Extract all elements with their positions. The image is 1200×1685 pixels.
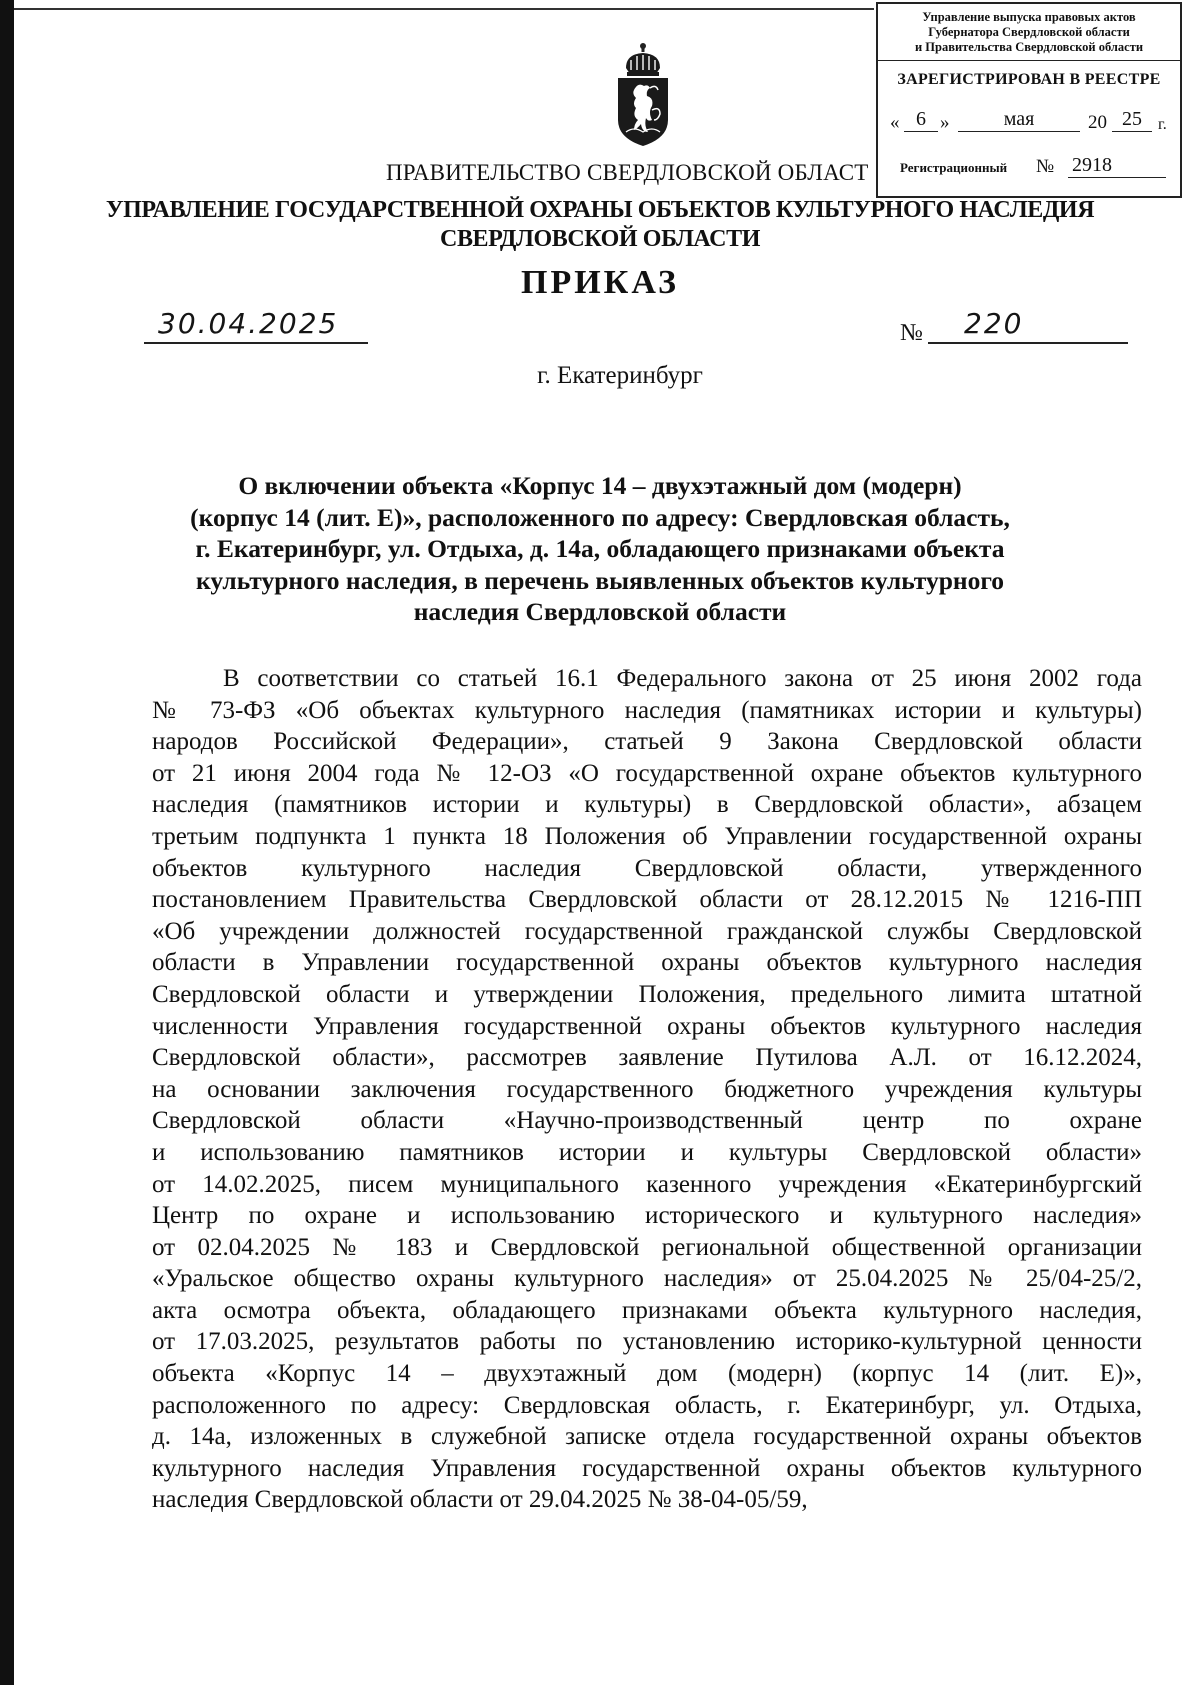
document-title-line: О включении объекта «Корпус 14 – двухэтажный дом (модерн) — [238, 471, 962, 500]
stamp-year-prefix: 20 — [1088, 112, 1107, 133]
body-line: третьим подпункта 1 пункта 18 Положения об Управлении государственной охраны — [152, 822, 1142, 850]
stamp-department — [878, 4, 1180, 61]
body-line: от 17.03.2025, результатов работы по установлению историко-культурной ценности — [152, 1328, 1142, 1356]
government-name: ПРАВИТЕЛЬСТВО СВЕРДЛОВСКОЙ ОБЛАСТ — [386, 160, 869, 185]
body-line: от 14.02.2025, писем муниципального казенного учреждения «Екатеринбургский — [152, 1170, 1142, 1198]
stamp-registration — [900, 150, 1170, 180]
city-name: г. Екатеринбург — [537, 362, 703, 389]
scan-edge-bar — [0, 0, 14, 1685]
stamp-department-line: Управление выпуска правовых актов — [922, 10, 1136, 24]
body-line: В соответствии со статьей 16.1 Федерального закона от 25 июня 2002 года — [223, 665, 1142, 692]
order-number-field — [928, 302, 1128, 344]
body-line: области в Управлении государственной охраны объектов культурного наследия — [152, 949, 1142, 977]
document-title-line: г. Екатеринбург, ул. Отдыха, д. 14а, обладающего признаками объекта — [195, 534, 1005, 564]
stamp-date-close-quote: » — [940, 112, 950, 133]
body-line: акта осмотра объекта, обладающего признаками объекта культурного наследия, — [152, 1296, 1142, 1324]
document-title-line: наследия Свердловской области — [413, 597, 787, 627]
stamp-year-suffix: 25 — [1112, 107, 1152, 132]
document-title-line: (корпус 14 (лит. Е)», расположенного по адресу: Свердловская область, — [190, 502, 1010, 532]
stamp-title: ЗАРЕГИСТРИРОВАН В РЕЕСТРЕ — [897, 71, 1161, 88]
stamp-reg-label: Регистрационный — [900, 160, 1008, 175]
department-name-line: УПРАВЛЕНИЕ ГОСУДАРСТВЕННОЙ ОХРАНЫ ОБЪЕКТОВ КУЛЬТУРНОГО НАСЛЕДИЯ — [105, 197, 1095, 223]
body-line: Центр по охране и использованию исторического и культурного наследия» — [152, 1202, 1142, 1230]
registry-stamp — [876, 2, 1182, 198]
body-line: «Об учреждении должностей государственной гражданской службы Свердловской — [152, 917, 1142, 945]
body-line: «Уральское общество охраны культурного наследия» от 25.04.2025 № 25/04-25/2, — [152, 1265, 1142, 1293]
stamp-reg-number-sign: № — [1036, 156, 1055, 177]
document-title-line: культурного наследия, в перечень выявленных объектов культурного — [195, 565, 1005, 595]
stamp-month: мая — [958, 107, 1080, 132]
stamp-department-line: и Правительства Свердловской области — [914, 40, 1144, 54]
stamp-reg-number: 2918 — [1068, 153, 1166, 178]
stamp-date — [886, 104, 1176, 134]
body-line: и использованию памятников истории и культуры Свердловской области» — [152, 1138, 1142, 1166]
body-line: численности Управления государственной охраны объектов культурного наследия — [152, 1012, 1142, 1040]
order-date-field — [144, 302, 368, 344]
order-number-handwritten: 220 — [964, 307, 1024, 340]
document-title — [150, 470, 1050, 628]
department-name — [100, 196, 1100, 254]
stamp-date-open-quote: « — [890, 112, 900, 133]
body-line: Свердловской области «Научно-производственный центр по охране — [152, 1107, 1142, 1135]
body-line: объектов культурного наследия Свердловской области, утвержденного — [152, 854, 1142, 882]
order-number-sign: № — [900, 320, 923, 346]
body-line: народов Российской Федерации», статьей 9 Закона Свердловской области — [152, 728, 1142, 756]
body-paragraph — [152, 663, 1142, 1516]
coat-of-arms-icon — [614, 40, 672, 148]
stamp-department-line: Губернатора Свердловской области — [928, 25, 1130, 39]
body-line: культурного наследия Управления государственной охраны объектов культурного — [152, 1454, 1142, 1482]
body-line: Свердловской области», рассмотрев заявление Путилова А.Л. от 16.12.2024, — [152, 1044, 1142, 1072]
department-name-line: СВЕРДЛОВСКОЙ ОБЛАСТИ — [440, 226, 760, 252]
body-line: постановлением Правительства Свердловской области от 28.12.2015 № 1216-ПП — [152, 886, 1142, 914]
body-line: № 73-ФЗ «Об объектах культурного наследия (памятниках истории и культуры) — [152, 696, 1142, 724]
body-line: расположенного по адресу: Свердловская область, г. Екатеринбург, ул. Отдыха, — [152, 1391, 1142, 1419]
body-line: наследия (памятников истории и культуры) в Свердловской области», абзацем — [152, 791, 1142, 819]
body-line: объекта «Корпус 14 – двухэтажный дом (модерн) (корпус 14 (лит. Е)», — [152, 1360, 1142, 1388]
body-line: от 21 июня 2004 года № 12-ОЗ «О государственной охране объектов культурного — [152, 759, 1142, 787]
body-line: д. 14а, изложенных в служебной записке отдела государственной охраны объектов — [152, 1423, 1142, 1451]
body-line: на основании заключения государственного бюджетного учреждения культуры — [152, 1075, 1142, 1103]
stamp-day: 6 — [904, 107, 938, 132]
body-line: от 02.04.2025 № 183 и Свердловской региональной общественной организации — [152, 1233, 1142, 1261]
scan-top-rule — [14, 8, 874, 10]
document-type: ПРИКАЗ — [521, 264, 679, 301]
stamp-year-unit: г. — [1158, 116, 1167, 133]
order-date-handwritten: 30.04.2025 — [158, 307, 339, 340]
body-line: Свердловской области и утверждении Положения, предельного лимита штатной — [152, 980, 1142, 1008]
body-line: наследия Свердловской области от 29.04.2025 № 38-04-05/59, — [152, 1486, 808, 1514]
